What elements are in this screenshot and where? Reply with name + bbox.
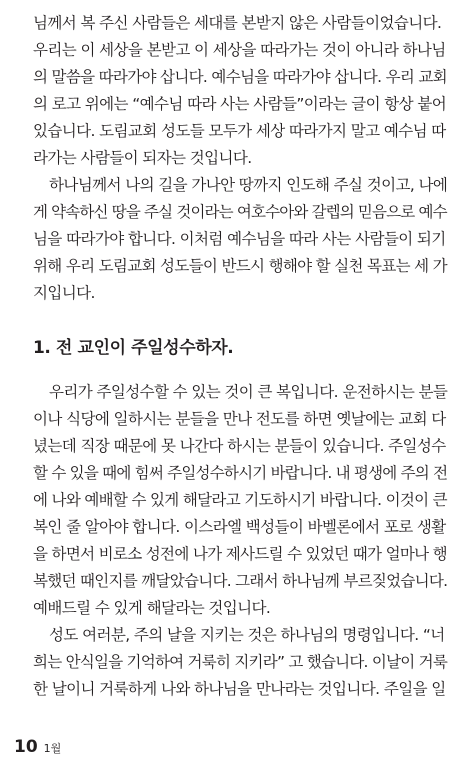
text-line: 게 약속하신 땅을 주실 것이라는 여호수아와 갈렙의 믿음으로 예수 bbox=[33, 203, 447, 221]
text-line: 한 날이니 거룩하게 나와 하나님을 만나라는 것입니다. 주일을 일 bbox=[33, 680, 446, 698]
text-line: 성도 여러분, 주의 날을 지키는 것은 하나님의 명령입니다. “너 bbox=[49, 626, 445, 644]
text-line: 의 말씀을 따라가야 삽니다. 예수님을 따라가야 삽니다. 우리 교회 bbox=[33, 68, 447, 86]
text-line: 희는 안식일을 기억하여 거룩히 지키라” 고 했습니다. 이날이 거룩 bbox=[33, 653, 448, 671]
section-heading: 1. 전 교인이 주일성수하자. bbox=[33, 338, 234, 358]
text-line: 복인 줄 알아야 합니다. 이스라엘 백성들이 바벨론에서 포로 생활 bbox=[33, 518, 446, 536]
text-line: 님을 따라가야 합니다. 이처럼 예수님을 따라 사는 사람들이 되기 bbox=[33, 230, 446, 248]
text-line: 님께서 복 주신 사람들은 세대를 본받지 않은 사람들이었습니다. bbox=[33, 14, 442, 32]
text-line: 하나님께서 나의 길을 가나안 땅까지 인도해 주실 것이고, 나에 bbox=[49, 176, 448, 194]
text-line: 우리는 이 세상을 본받고 이 세상을 따라가는 것이 아니라 하나님 bbox=[33, 41, 446, 59]
month-label: 1월 bbox=[43, 742, 62, 755]
text-line: 예배드릴 수 있게 해달라는 것입니다. bbox=[33, 599, 271, 617]
text-line: 복했던 때인지를 깨달았습니다. 그래서 하나님께 부르짖었습니다. bbox=[33, 572, 448, 590]
text-line: 라가는 사람들이 되자는 것입니다. bbox=[33, 149, 252, 167]
page-number: 10 bbox=[14, 737, 38, 757]
text-line: 있습니다. 도림교회 성도들 모두가 세상 따라가지 말고 예수님 따 bbox=[33, 122, 446, 140]
text-line: 녔는데 직장 때문에 못 나간다 하시는 분들이 있습니다. 주일성수 bbox=[33, 437, 446, 455]
text-line: 을 하면서 비로소 성전에 나가 제사드릴 수 있었던 때가 얼마나 행 bbox=[33, 545, 447, 563]
text-line: 에 나와 예배할 수 있게 해달라고 기도하시기 바랍니다. 이것이 큰 bbox=[33, 491, 447, 509]
text-line: 이나 식당에 일하시는 분들을 만나 전도를 하면 옛날에는 교회 다 bbox=[33, 410, 446, 428]
page-footer bbox=[14, 737, 61, 757]
text-line: 할 수 있을 때에 힘써 주일성수하시기 바랍니다. 내 평생에 주의 전 bbox=[33, 464, 448, 482]
text-line: 위해 우리 도림교회 성도들이 반드시 행해야 할 실천 목표는 세 가 bbox=[33, 257, 447, 275]
text-line: 의 로고 위에는 “예수님 따라 사는 사람들”이라는 글이 항상 붙어 bbox=[33, 95, 447, 113]
text-line: 우리가 주일성수할 수 있는 것이 큰 복입니다. 운전하시는 분들 bbox=[49, 383, 448, 401]
text-line: 지입니다. bbox=[33, 284, 95, 302]
